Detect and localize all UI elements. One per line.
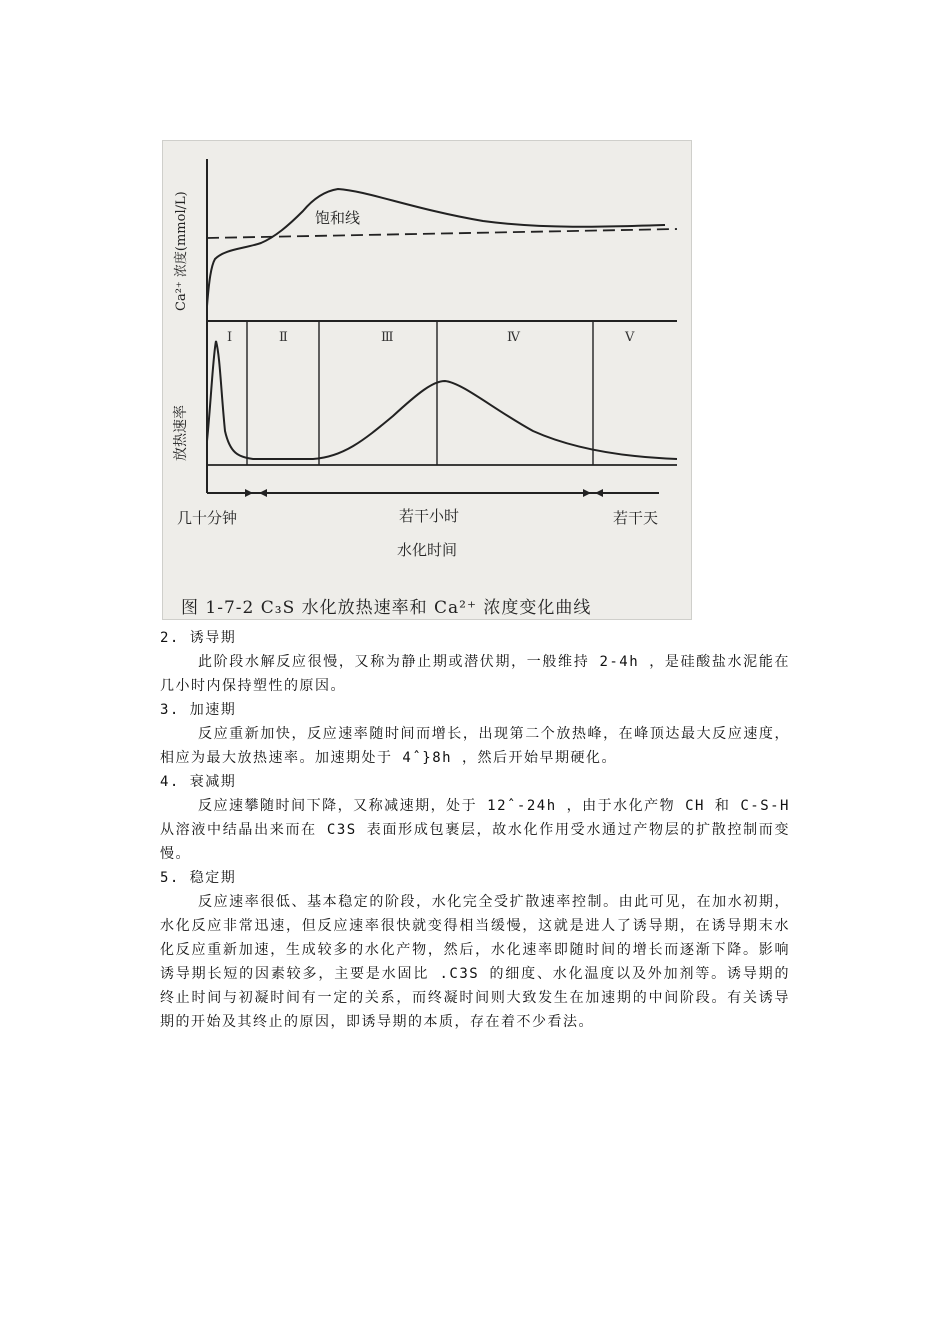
section-heading: 2. 诱导期 [160,630,237,646]
ca-concentration-curve [207,189,665,306]
stage-label-2: Ⅱ [279,330,288,345]
section-heading: 5. 稳定期 [160,870,237,886]
section-body: 反应速率很低、基本稳定的阶段，水化完全受扩散速率控制。由此可见，在加水初期，水化反应非常迅速，但反应速率很快就变得相当缓慢，这就是进人了诱导期，在诱导期末水化反应重新加速，生成较多的水化产物，然后，水化速率即随时间的增长而逐渐下降。影响诱导期长短的因素较多，主要是水固比 .C3S 的细度、水化温度以及外加剂等。诱导期的终止时间与初凝时间有一定的关系，而终凝时间则大致发生在加速期的中间阶段。有关诱导期的开始及其终止的原因，即诱导期的本质，存在着不少看法。 [160,894,790,1030]
section-body: 此阶段水解反应很慢，又称为静止期或潜伏期，一般维持 2-4h ，是硅酸盐水泥能在几小时内保持塑性的原因。 [160,654,790,694]
arrow-head-1 [245,489,253,497]
section-heading: 4. 衰减期 [160,774,237,790]
time-label-hours: 若干小时 [399,507,460,525]
figure-caption: 图 1-7-2 C₃S 水化放热速率和 Ca²⁺ 浓度变化曲线 [181,598,592,618]
y-axis-top-label: Ca²⁺ 浓度(mmol/L) [174,191,189,311]
hydration-chart [163,141,691,619]
section-body: 反应速攀随时间下降，又称减速期，处于 12ˆ-24h ，由于水化产物 CH 和 C-S-H 从溶液中结晶出来而在 C3S 表面形成包裹层，故水化作用受水通过产物层的扩散控制而变慢。 [160,798,790,862]
hydration-figure [162,140,692,620]
arrow-head-3 [583,489,591,497]
arrow-head-4 [595,489,603,497]
saturation-label: 饱和线 [315,209,361,227]
stage-label-5: Ⅴ [625,330,635,345]
arrow-head-2 [259,489,267,497]
y-axis-bottom-label: 放热速率 [173,405,189,461]
stage-label-3: Ⅲ [381,330,394,345]
body-text [160,626,790,1034]
stage-label-4: Ⅳ [507,330,520,345]
stage-label-1: I [227,330,233,345]
section-heading: 3. 加速期 [160,702,237,718]
x-axis-label: 水化时间 [397,541,458,559]
time-label-minutes: 几十分钟 [177,509,238,527]
section-body: 反应重新加快，反应速率随时间而增长，出现第二个放热峰，在峰顶达最大反应速度，相应为最大放热速率。加速期处于 4ˆ}8h ，然后开始早期硬化。 [160,726,790,766]
time-label-days: 若干天 [613,509,659,527]
heat-rate-curve [207,341,677,459]
